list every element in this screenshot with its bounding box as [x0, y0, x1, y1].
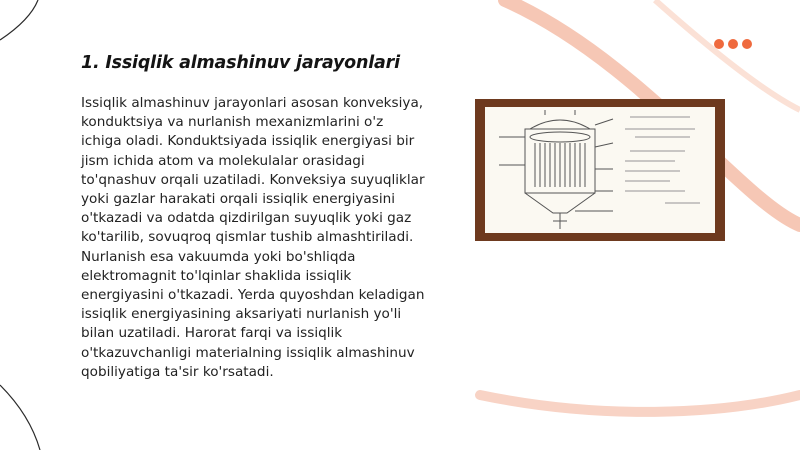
heat-exchanger-diagram-icon [485, 107, 715, 233]
dot-icon [728, 39, 738, 49]
picture-frame [475, 99, 725, 241]
dot-icon [714, 39, 724, 49]
dot-icon [742, 39, 752, 49]
slide-body-text: Issiqlik almashinuv jarayonlari asosan konveksiya, konduktsiya va nurlanish mexanizmlarini o'z ichiga oladi. Konduktsiyada issiqlik energiyasi bir jism ichida atom va molekulalar orasidagi to'qnashuv orqali uzatiladi. Konveksiya suyuqliklar yoki gazlar harakati orqali issiqlik energiyasini o'tkazadi va odatda qizdirilgan suyuqlik yoki gaz ko'tarilib, sovuqroq qismlar tushib almashtiriladi. Nurlanish esa vakuumda yoki bo'shliqda elektromagnit to'lqinlar shaklida issiqlik energiyasini o'tkazadi. Yerda quyoshdan keladigan issiqlik energiyasining aksariyati nurlanish yo'li bilan uzatiladi. Harorat farqi va issiqlik o'tkazuvchanligi materialning issiqlik almashinuv qobiliyatiga ta'sir ko'rsatadi. [81, 95, 425, 380]
menu-dots-icon [714, 39, 752, 49]
slide-title: 1. Issiqlik almashinuv jarayonlari [81, 53, 400, 73]
